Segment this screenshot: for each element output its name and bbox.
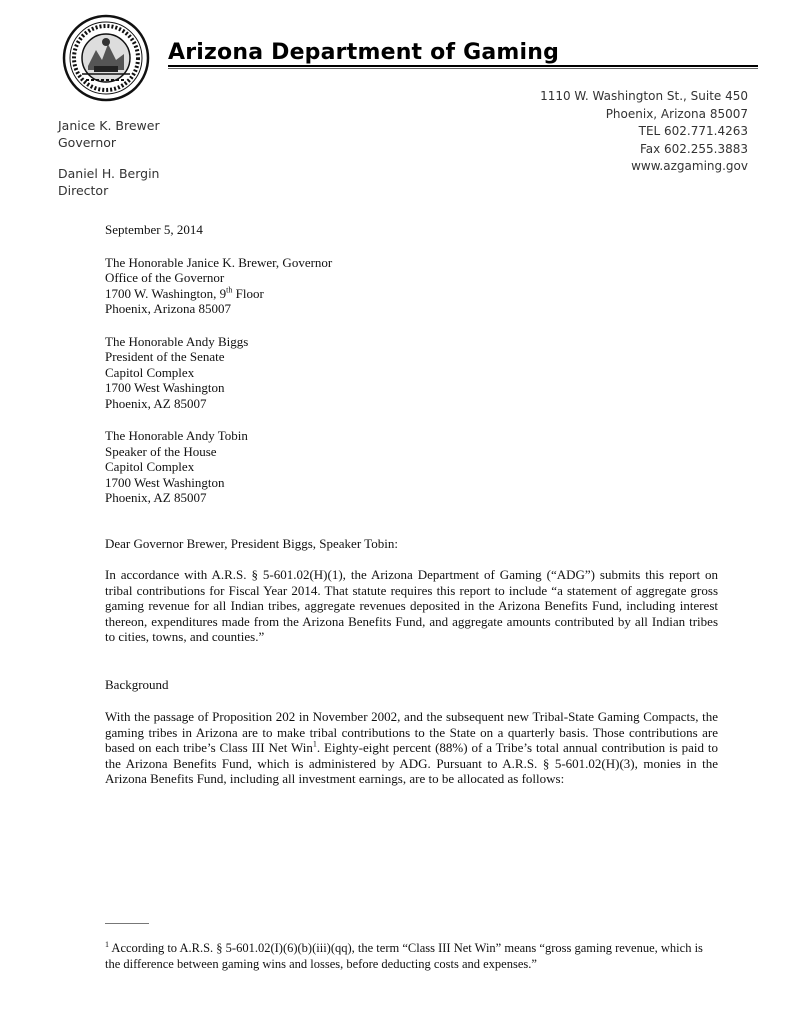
letterhead-rule	[168, 65, 758, 69]
governor-name: Janice K. Brewer	[58, 118, 160, 133]
recipient-line: 1700 W. Washington, 9th Floor	[105, 285, 264, 301]
intro-paragraph: In accordance with A.R.S. § 5-601.02(H)(1), the Arizona Department of Gaming (“ADG”) submits this report on tribal contributions for Fiscal Year 2014. That statute requires this report to include “a statement of aggregate gross gaming revenue for all Indian tribes, aggregate revenues deposited in the Arizona Benefits Fund, including interest thereon, expenditures made from the Arizona Benefits Fund, and aggregate amounts contributed by all Indian tribes to cities, towns, and counties.”	[105, 567, 718, 644]
footnote-text: According to A.R.S. § 5-601.02(I)(6)(b)(iii)(qq), the term “Class III Net Win” means “gross gaming revenue, which is the difference between gaming wins and losses, before deducting costs and expenses.”	[105, 941, 703, 971]
recipient-line: Phoenix, Arizona 85007	[105, 301, 232, 316]
agency-name: Arizona Department of Gaming	[168, 40, 560, 65]
recipient-line: Office of the Governor	[105, 270, 225, 285]
recipient-line: 1700 West Washington	[105, 380, 225, 395]
recipient-block-house	[105, 428, 718, 506]
recipient-line: Speaker of the House	[105, 443, 217, 459]
letter-date: September 5, 2014	[105, 222, 203, 237]
officials-block	[58, 117, 160, 199]
recipient-line: The Honorable Andy Tobin	[105, 428, 248, 443]
recipient-line: Phoenix, AZ 85007	[105, 490, 207, 505]
address-line: Phoenix, Arizona 85007	[605, 106, 748, 121]
recipient-line: Capitol Complex	[105, 364, 195, 380]
fax-line: Fax 602.255.3883	[639, 141, 748, 156]
recipient-line: President of the Senate	[105, 349, 225, 364]
salutation: Dear Governor Brewer, President Biggs, Speaker Tobin:	[105, 535, 398, 551]
governor-title: Governor	[58, 135, 117, 150]
letter-body	[105, 222, 718, 803]
agency-contact-block	[540, 88, 748, 176]
director-name: Daniel H. Bergin	[58, 166, 160, 181]
footnote	[105, 940, 718, 972]
recipient-line: 1700 West Washington	[105, 474, 225, 490]
recipient-line: The Honorable Janice K. Brewer, Governor	[105, 254, 333, 270]
arizona-state-seal-icon	[58, 14, 154, 102]
website-link[interactable]: www.azgaming.gov	[631, 159, 748, 173]
address-line: 1110 W. Washington St., Suite 450	[540, 89, 748, 103]
footnote-reference: 1	[312, 739, 317, 749]
phone-line: TEL 602.771.4263	[638, 124, 748, 138]
recipient-line: Phoenix, AZ 85007	[105, 395, 207, 411]
footnote-marker: 1	[105, 939, 109, 949]
recipient-block-governor	[105, 255, 718, 317]
recipient-line: Capitol Complex	[105, 459, 195, 474]
recipient-block-senate	[105, 334, 718, 412]
footnote-separator	[105, 923, 149, 924]
recipient-line: The Honorable Andy Biggs	[105, 333, 249, 349]
director-title: Director	[58, 183, 109, 198]
section-heading-background: Background	[105, 676, 169, 692]
background-paragraph: With the passage of Proposition 202 in November 2002, and the subsequent new Tribal-State Gaming Compacts, the gaming tribes in Arizona are to make tribal contributions to the State on a quarterly basis. Those contributions are based on each tribe’s Class III Net Win$^1$. Eighty-eight percent (88%) of a Tribe’s total annual contribution is paid to the Arizona Benefits Fund, which is administered by ADG. Pursuant to A.R.S. § 5-601.02(H)(3), monies in the Arizona Benefits Fund, including all investment earnings, are to be allocated as follows:	[105, 709, 718, 786]
